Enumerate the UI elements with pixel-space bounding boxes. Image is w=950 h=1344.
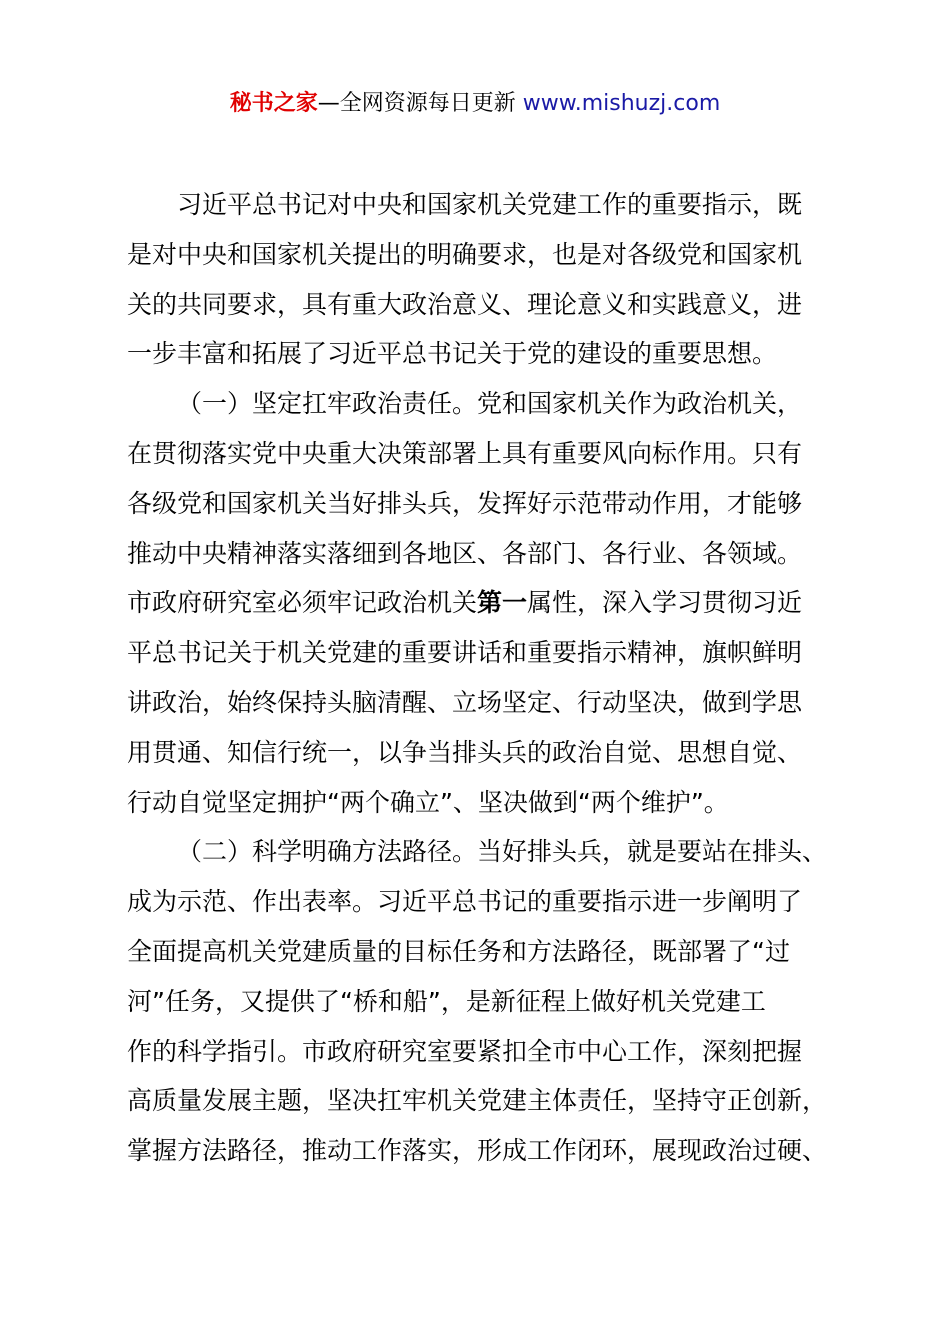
text-line: 全面提高机关党建质量的目标任务和方法路径，既部署了“过 xyxy=(127,936,790,966)
text-line: 各级党和国家机关当好排头兵，发挥好示范带动作用，才能够 xyxy=(127,488,803,518)
text-line: 作的科学指引。市政府研究室要紧扣全市中心工作，深刻把握 xyxy=(127,1036,803,1066)
text-line: 用贯通、知信行统一，以争当排头兵的政治自觉、思想自觉、 xyxy=(127,737,803,767)
text-line: 行动自觉坚定拥护“两个确立”、坚决做到“两个维护”。 xyxy=(127,787,729,817)
text-line: 成为示范、作出表率。习近平总书记的重要指示进一步阐明了 xyxy=(127,887,803,917)
text-line: 河”任务，又提供了“桥和船”，是新征程上做好机关党建工 xyxy=(127,986,766,1016)
text-line: 推动中央精神落实落细到各地区、各部门、各行业、各领域。 xyxy=(127,538,803,568)
section-heading-line: （二）科学明确方法路径。当好排头兵，就是要站在排头、 xyxy=(177,837,828,867)
text-segment: 市政府研究室必须牢记政治机关 xyxy=(127,588,478,618)
text-line: 掌握方法路径，推动工作落实，形成工作闭环，展现政治过硬、 xyxy=(127,1136,828,1166)
text-segment: 属性，深入学习贯彻习近 xyxy=(527,588,803,618)
text-line xyxy=(127,578,867,628)
document-body xyxy=(127,180,867,1176)
bold-text-segment: 第一 xyxy=(477,588,528,618)
text-line: 讲政治，始终保持头脑清醒、立场坚定、行动坚决，做到学思 xyxy=(127,687,803,717)
header-tagline: —全网资源每日更新 xyxy=(317,91,516,116)
text-line: 习近平总书记对中央和国家机关党建工作的重要指示，既 xyxy=(177,190,803,219)
text-line: 高质量发展主题，坚决扛牢机关党建主体责任，坚持守正创新， xyxy=(127,1086,828,1116)
text-line: 一步丰富和拓展了习近平总书记关于党的建设的重要思想。 xyxy=(127,339,778,369)
brand-name: 秘书之家 xyxy=(229,91,318,116)
page-header xyxy=(0,88,950,120)
text-line: 平总书记关于机关党建的重要讲话和重要指示精神，旗帜鲜明 xyxy=(127,638,803,668)
text-line: 关的共同要求，具有重大政治意义、理论意义和实践意义，进 xyxy=(127,289,803,319)
section-heading-line: （一）坚定扛牢政治责任。党和国家机关作为政治机关， xyxy=(177,389,803,419)
text-line: 是对中央和国家机关提出的明确要求，也是对各级党和国家机 xyxy=(127,239,803,269)
site-url-link[interactable]: www.mishuzj.com xyxy=(522,91,721,116)
text-line: 在贯彻落实党中央重大决策部署上具有重要风向标作用。只有 xyxy=(127,438,803,468)
